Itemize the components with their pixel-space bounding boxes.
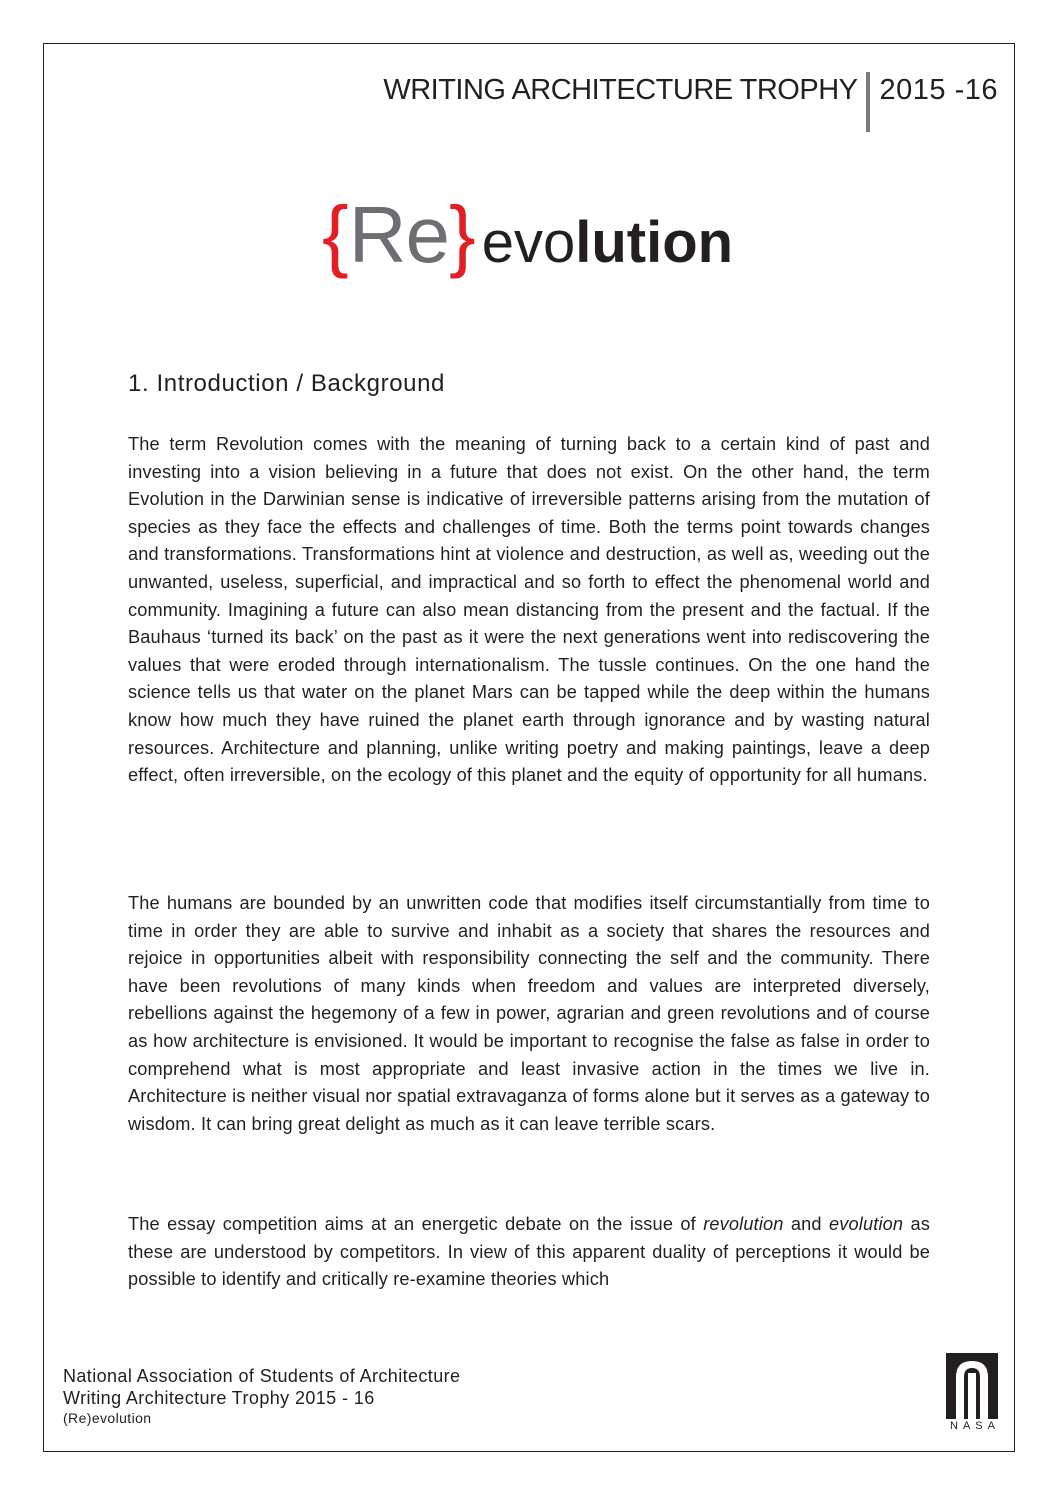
- paragraph-3-text-c: as these are understood by competitors. In view of this apparent duality of perceptions it would be possible to identify and critically re-examine theories which: [128, 1214, 931, 1290]
- revolution-logo: [322, 190, 734, 279]
- section-heading: 1. Introduction / Background: [128, 370, 445, 397]
- paragraph-2: The humans are bounded by an unwritten code that modifies itself circumstantially from time to time in order they are able to survive and inhabit as a society that shares the resources and rejoice in opportunities albeit with responsibility connecting the self and the community. There have been revolutions of many kinds when freedom and values are interpreted diversely, rebellions against the hegemony of a few in power, agrarian and green revolutions and of course as how architecture is envisioned. It would be important to recognise the false as false in order to comprehend what is most appropriate and least invasive action in the times we live in. Architecture is neither visual nor spatial extravaganza of forms alone but it serves as a gateway to wisdom. It can bring great delight as much as it can leave terrible scars.: [128, 893, 930, 1134]
- paragraph-3-text-b: and: [783, 1214, 830, 1234]
- logo-lution: lution: [575, 210, 734, 275]
- nasa-arch-icon: [946, 1353, 998, 1419]
- logo-re: Re: [348, 190, 449, 279]
- footer-trophy: Writing Architecture Trophy 2015 - 16: [63, 1388, 375, 1408]
- paragraph-3-emphasis-revolution: revolution: [703, 1214, 784, 1234]
- nasa-logo: [946, 1353, 998, 1432]
- header-title: WRITING ARCHITECTURE TROPHY: [383, 74, 858, 106]
- paragraph-1: The term Revolution comes with the meaning of turning back to a certain kind of past and investing into a vision believing in a future that does not exist. On the other hand, the term Evolution in the Darwinian sense is indicative of irreversible patterns arising from the mutation of species as they face the effects and challenges of time. Both the terms point towards changes and transformations. Transformations hint at violence and destruction, as well as, weeding out the unwanted, useless, superficial, and impractical and so forth to effect the phenomenal world and community. Imagining a future can also mean distancing from the present and the factual. If the Bauhaus ‘turned its back’ on the past as it were the next generations went into rediscovering the values that were eroded through internationalism. The tussle continues. On the one hand the science tells us that water on the planet Mars can be tapped while the deep within the humans know how much they have ruined the planet earth through ignorance and by wasting natural resources. Architecture and planning, unlike writing poetry and making paintings, leave a deep effect, often irreversible, on the ecology of this planet and the equity of opportunity for all humans.: [128, 434, 930, 786]
- footer-org: National Association of Students of Architecture: [63, 1366, 461, 1386]
- header-year: 2015 -16: [879, 74, 998, 106]
- logo-evo: evo: [481, 210, 576, 275]
- paragraph-3: [128, 1211, 930, 1294]
- paragraph-3-emphasis-evolution: evolution: [829, 1214, 904, 1234]
- footer-theme: (Re)evolution: [63, 1410, 152, 1426]
- nasa-logo-text: NASA: [950, 1420, 1000, 1432]
- logo-open-brace: {: [322, 190, 349, 279]
- page-header: [383, 72, 998, 132]
- header-divider: [866, 72, 870, 132]
- paragraph-3-text-a: The essay competition aims at an energetic debate on the issue of: [128, 1214, 704, 1234]
- logo-close-brace: }: [448, 190, 476, 279]
- page-footer: [63, 1365, 460, 1427]
